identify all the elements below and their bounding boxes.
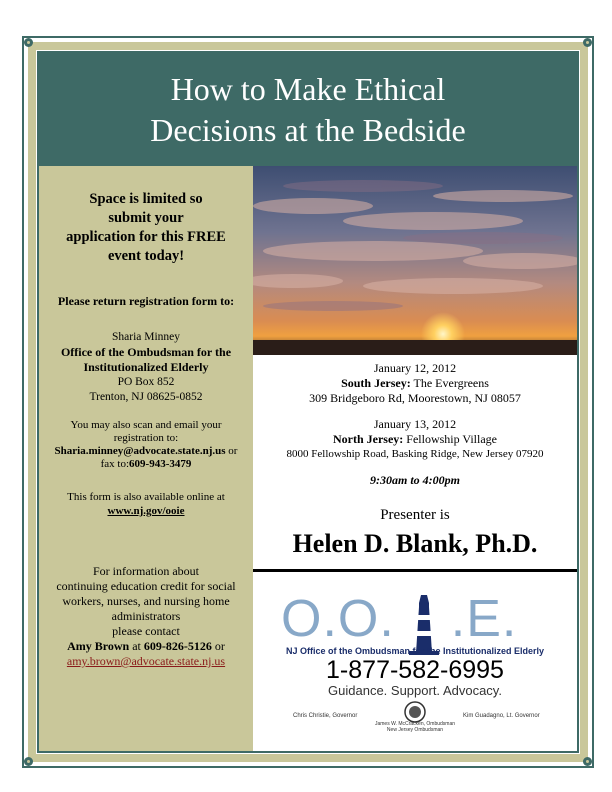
online-text: This form is also available online at xyxy=(67,491,225,503)
or-text: or xyxy=(225,445,238,457)
corner-dot-icon xyxy=(24,757,33,766)
presenter-label: Presenter is xyxy=(380,507,450,523)
logo-subtitle: NJ Office of the Ombudsman for the Institutionalized Elderly xyxy=(285,646,545,656)
ooie-logo xyxy=(253,572,577,750)
sig-center-line: New Jersey Ombudsman xyxy=(386,727,444,733)
presenter-name: Helen D. Blank, Ph.D. xyxy=(292,529,538,558)
corner-dot-icon xyxy=(583,38,592,47)
title-line-1: How to Make Ethical xyxy=(170,70,446,107)
city-line: Trenton, NJ 08625-0852 xyxy=(89,391,203,403)
ce-contact-name: Amy Brown xyxy=(67,639,130,653)
fax-number: 609-943-3479 xyxy=(129,458,192,470)
logo-letters-start: O.O. xyxy=(281,590,395,648)
space-limited-notice xyxy=(39,190,253,266)
notice-line: application for this FREE xyxy=(66,229,226,245)
notice-line: Space is limited so xyxy=(89,191,203,207)
corner-dot-icon xyxy=(24,38,33,47)
po-box: PO Box 852 xyxy=(117,376,175,388)
scan-email-info xyxy=(39,419,253,471)
event-time: 9:30am to 4:00pm xyxy=(370,473,460,487)
sig-center-line: James W. McCracken, Ombudsman xyxy=(374,721,456,727)
org-line: Office of the Ombudsman for the xyxy=(60,345,232,359)
corner-dot-icon xyxy=(583,757,592,766)
ce-phone: 609-826-5126 xyxy=(143,639,212,653)
ombudsman-signature xyxy=(363,721,467,733)
governor-signature: Chris Christie, Governor xyxy=(293,713,358,719)
event-north xyxy=(253,417,577,462)
online-info xyxy=(39,490,253,518)
title-line-2: Decisions at the Bedside xyxy=(150,111,466,148)
scan-line: registration to: xyxy=(113,432,179,444)
return-heading: Please return registration form to: xyxy=(57,294,235,308)
online-url-link[interactable]: www.nj.gov/ooie xyxy=(107,505,185,517)
notice-line: submit your xyxy=(108,210,184,226)
lighthouse-icon xyxy=(395,599,451,649)
logo-letters xyxy=(281,589,581,649)
at-text: at xyxy=(129,639,144,653)
ce-email-link[interactable]: amy.brown@advocate.state.nj.us xyxy=(66,654,226,668)
or-text: or xyxy=(211,639,225,653)
lt-governor-signature: Kim Guadagno, Lt. Governor xyxy=(463,713,540,719)
continuing-education-info xyxy=(39,564,253,669)
event-venue: Fellowship Village xyxy=(403,432,498,446)
sunset-photo xyxy=(253,166,577,355)
ce-line: continuing education credit for social xyxy=(56,579,236,593)
page-title xyxy=(39,53,577,166)
registration-email-link[interactable]: Sharia.minney@advocate.state.nj.us xyxy=(54,445,226,457)
contact-name: Sharia Minney xyxy=(111,331,181,343)
event-date: January 13, 2012 xyxy=(373,417,457,431)
event-venue: The Evergreens xyxy=(410,376,489,390)
ce-line: please contact xyxy=(112,624,180,638)
ce-line: administrators xyxy=(111,609,181,623)
event-address: 8000 Fellowship Road, Basking Ridge, New Jersey 07920 xyxy=(286,448,544,460)
event-region: South Jersey: xyxy=(341,376,411,390)
org-line: Institutionalized Elderly xyxy=(83,360,209,374)
fax-label: fax to: xyxy=(100,458,130,470)
logo-letters-end: .E. xyxy=(450,590,518,648)
logo-phone: 1-877-582-6995 xyxy=(326,656,504,684)
ce-line: workers, nurses, and nursing home xyxy=(62,594,230,608)
event-address: 309 Bridgeboro Rd, Moorestown, NJ 08057 xyxy=(309,391,521,405)
event-south xyxy=(253,361,577,406)
scan-line: You may also scan and email your xyxy=(70,419,222,431)
registration-sidebar xyxy=(39,166,253,751)
logo-tagline: Guidance. Support. Advocacy. xyxy=(328,683,502,698)
event-region: North Jersey: xyxy=(332,432,404,446)
event-date: January 12, 2012 xyxy=(373,361,457,375)
notice-line: event today! xyxy=(107,248,185,264)
mailing-address xyxy=(39,330,253,405)
ce-line: For information about xyxy=(93,564,199,578)
